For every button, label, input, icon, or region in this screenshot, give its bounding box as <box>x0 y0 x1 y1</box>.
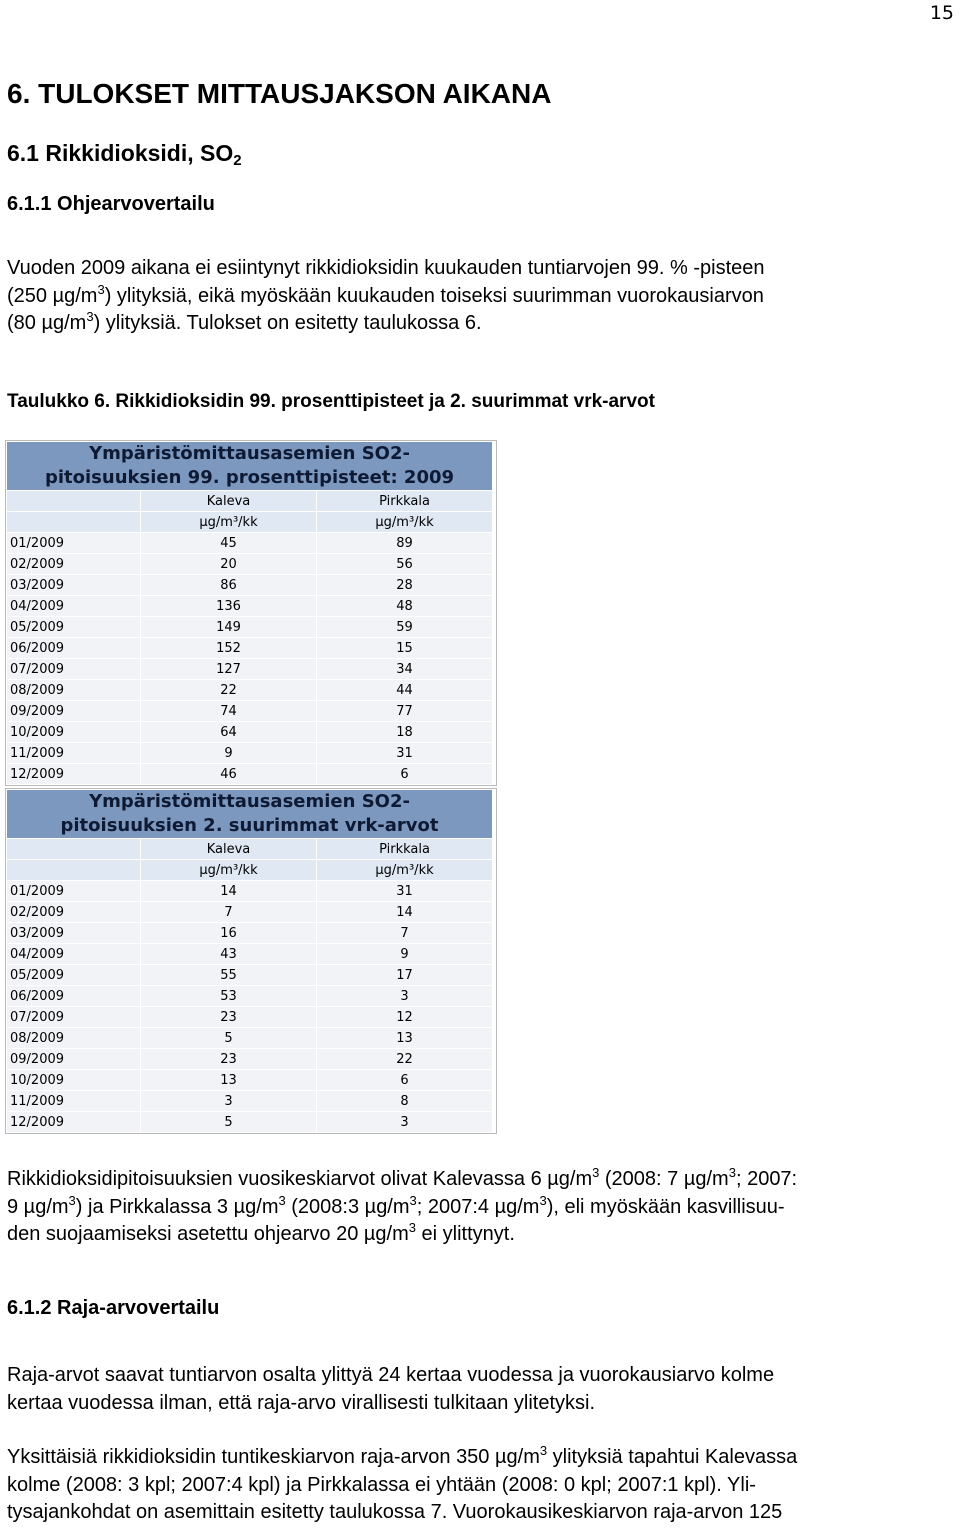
section-heading-subscript: 2 <box>233 152 242 169</box>
kaleva-value-cell: 127 <box>141 659 317 680</box>
subsection-heading: 6.1.1 Ohjearvovertailu <box>7 193 215 215</box>
table-row <box>7 722 493 743</box>
subsection-heading-limits: 6.1.2 Raja-arvovertailu <box>7 1297 220 1319</box>
month-cell: 03/2009 <box>7 923 141 944</box>
text: (2008: 7 µg/m <box>599 1168 729 1190</box>
kaleva-value-cell: 16 <box>141 923 317 944</box>
kaleva-value-cell: 7 <box>141 902 317 923</box>
superscript: 3 <box>539 1192 547 1208</box>
kaleva-value-cell: 74 <box>141 701 317 722</box>
kaleva-value-cell: 14 <box>141 881 317 902</box>
pirkkala-value-cell: 3 <box>317 986 493 1007</box>
table-body <box>7 533 493 785</box>
month-cell: 12/2009 <box>7 1112 141 1133</box>
month-cell: 11/2009 <box>7 743 141 764</box>
line <box>7 1444 955 1472</box>
table-daily-max-frame <box>5 788 497 1134</box>
pirkkala-value-cell: 59 <box>317 617 493 638</box>
pirkkala-value-cell: 56 <box>317 554 493 575</box>
table-row <box>7 881 493 902</box>
line <box>7 1194 955 1222</box>
table-title <box>7 442 493 491</box>
kaleva-value-cell: 5 <box>141 1112 317 1133</box>
line: Raja-arvot saavat tuntiarvon osalta ylittyä 24 kertaa vuodessa ja vuorokausiarvo kolme <box>7 1364 775 1386</box>
table-title <box>7 790 493 839</box>
paragraph-exceedances <box>7 1444 955 1527</box>
pirkkala-value-cell: 44 <box>317 680 493 701</box>
pirkkala-value-cell: 89 <box>317 533 493 554</box>
table-row <box>7 1091 493 1112</box>
pirkkala-value-cell: 7 <box>317 923 493 944</box>
month-cell: 10/2009 <box>7 1070 141 1091</box>
pirkkala-value-cell: 31 <box>317 743 493 764</box>
header-cell-empty <box>7 839 141 860</box>
table-row <box>7 986 493 1007</box>
month-cell: 01/2009 <box>7 533 141 554</box>
pirkkala-value-cell: 8 <box>317 1091 493 1112</box>
table-row <box>7 617 493 638</box>
pirkkala-value-cell: 14 <box>317 902 493 923</box>
column-header-kaleva: Kaleva <box>141 491 317 512</box>
section-heading-text: 6.1 Rikkidioksidi, SO <box>7 140 234 166</box>
text: 9 µg/m <box>7 1195 69 1218</box>
text: ) ylityksiä, eikä myöskään kuukauden toiseksi suurimman vuorokausiarvon <box>104 284 764 307</box>
pirkkala-value-cell: 77 <box>317 701 493 722</box>
section-heading <box>7 140 242 169</box>
pirkkala-value-cell: 9 <box>317 944 493 965</box>
text: ), eli myöskään kasvillisuu- <box>546 1195 785 1218</box>
month-cell: 07/2009 <box>7 659 141 680</box>
month-cell: 06/2009 <box>7 986 141 1007</box>
unit-header: µg/m³/kk <box>141 512 317 533</box>
pirkkala-value-cell: 28 <box>317 575 493 596</box>
table-row <box>7 1028 493 1049</box>
month-cell: 04/2009 <box>7 596 141 617</box>
table-row <box>7 965 493 986</box>
kaleva-value-cell: 43 <box>141 944 317 965</box>
line <box>7 310 955 338</box>
superscript: 3 <box>86 309 94 324</box>
table-row <box>7 1070 493 1091</box>
pirkkala-value-cell: 3 <box>317 1112 493 1133</box>
month-cell: 07/2009 <box>7 1007 141 1028</box>
table-row <box>7 764 493 785</box>
line: kertaa vuodessa ilman, että raja-arvo virallisesti tulkitaan ylitetyksi. <box>7 1391 596 1414</box>
pirkkala-value-cell: 31 <box>317 881 493 902</box>
pirkkala-value-cell: 6 <box>317 764 493 785</box>
header-cell-empty <box>7 860 141 881</box>
table-row <box>7 1049 493 1070</box>
line <box>7 1166 955 1194</box>
month-cell: 08/2009 <box>7 680 141 701</box>
superscript: 3 <box>728 1165 736 1180</box>
text: den suojaamiseksi asetettu ohjearvo 20 µg/m <box>7 1223 409 1245</box>
kaleva-value-cell: 23 <box>141 1049 317 1070</box>
superscript: 3 <box>539 1443 548 1458</box>
kaleva-value-cell: 46 <box>141 764 317 785</box>
line <box>7 1221 955 1249</box>
table-row <box>7 743 493 764</box>
line <box>7 283 955 311</box>
table-row <box>7 902 493 923</box>
page-number: 15 <box>929 2 954 24</box>
kaleva-value-cell: 152 <box>141 638 317 659</box>
kaleva-value-cell: 53 <box>141 986 317 1007</box>
kaleva-value-cell: 22 <box>141 680 317 701</box>
month-cell: 11/2009 <box>7 1091 141 1112</box>
table-daily-max <box>6 789 493 1133</box>
text: (250 µg/m <box>7 284 98 307</box>
month-cell: 01/2009 <box>7 881 141 902</box>
table-body <box>7 881 493 1133</box>
title-line: Ympäristömittausasemien SO2- <box>89 791 410 812</box>
title-line: pitoisuuksien 2. suurimmat vrk-arvot <box>60 815 439 836</box>
pirkkala-value-cell: 15 <box>317 638 493 659</box>
header-cell-empty <box>7 512 141 533</box>
kaleva-value-cell: 45 <box>141 533 317 554</box>
text: Yksittäisiä rikkidioksidin tuntikeskiarvon raja-arvon 350 µg/m <box>7 1446 540 1468</box>
table-row <box>7 659 493 680</box>
header-cell-empty <box>7 491 141 512</box>
kaleva-value-cell: 13 <box>141 1070 317 1091</box>
kaleva-value-cell: 23 <box>141 1007 317 1028</box>
column-header-pirkkala: Pirkkala <box>317 491 493 512</box>
pirkkala-value-cell: 12 <box>317 1007 493 1028</box>
month-cell: 06/2009 <box>7 638 141 659</box>
column-header-pirkkala: Pirkkala <box>317 839 493 860</box>
unit-header: µg/m³/kk <box>317 860 493 881</box>
pirkkala-value-cell: 22 <box>317 1049 493 1070</box>
text: Rikkidioksidipitoisuuksien vuosikeskiarvot olivat Kalevassa 6 µg/m <box>7 1168 593 1190</box>
kaleva-value-cell: 9 <box>141 743 317 764</box>
month-cell: 08/2009 <box>7 1028 141 1049</box>
superscript: 3 <box>97 281 105 297</box>
text: ei ylittynyt. <box>415 1223 515 1245</box>
month-cell: 05/2009 <box>7 965 141 986</box>
table-row <box>7 1007 493 1028</box>
month-cell: 12/2009 <box>7 764 141 785</box>
pirkkala-value-cell: 18 <box>317 722 493 743</box>
paragraph-guideline-intro <box>7 255 955 338</box>
kaleva-value-cell: 20 <box>141 554 317 575</box>
table-row <box>7 596 493 617</box>
line: kolme (2008: 3 kpl; 2007:4 kpl) ja Pirkkalassa ei yhtään (2008: 0 kpl; 2007:1 kpl). Yli- <box>7 1473 756 1496</box>
pirkkala-value-cell: 13 <box>317 1028 493 1049</box>
table-row <box>7 680 493 701</box>
table-row <box>7 575 493 596</box>
superscript: 3 <box>278 1192 286 1208</box>
paragraph-limit-rules <box>7 1362 955 1417</box>
table-row <box>7 638 493 659</box>
kaleva-value-cell: 64 <box>141 722 317 743</box>
month-cell: 05/2009 <box>7 617 141 638</box>
month-cell: 09/2009 <box>7 701 141 722</box>
text: ; 2007: <box>735 1168 798 1190</box>
chapter-heading: 6. TULOKSET MITTAUSJAKSON AIKANA <box>7 78 552 109</box>
superscript: 3 <box>592 1165 600 1180</box>
kaleva-value-cell: 55 <box>141 965 317 986</box>
text: ylityksiä tapahtui Kalevassa <box>547 1446 798 1468</box>
kaleva-value-cell: 136 <box>141 596 317 617</box>
text: ) ylityksiä. Tulokset on esitetty taulukossa 6. <box>93 312 482 334</box>
unit-header: µg/m³/kk <box>317 512 493 533</box>
unit-header: µg/m³/kk <box>141 860 317 881</box>
table-row <box>7 701 493 722</box>
table-row <box>7 1112 493 1133</box>
pirkkala-value-cell: 48 <box>317 596 493 617</box>
table-row <box>7 944 493 965</box>
month-cell: 03/2009 <box>7 575 141 596</box>
text: (80 µg/m <box>7 312 87 334</box>
title-line: Ympäristömittausasemien SO2- <box>89 443 410 464</box>
table-percentiles-frame <box>5 440 497 786</box>
pirkkala-value-cell: 34 <box>317 659 493 680</box>
month-cell: 02/2009 <box>7 554 141 575</box>
title-line: pitoisuuksien 99. prosenttipisteet: 2009 <box>44 467 455 488</box>
superscript: 3 <box>68 1192 76 1208</box>
month-cell: 04/2009 <box>7 944 141 965</box>
superscript: 3 <box>408 1220 416 1235</box>
table-percentiles <box>6 441 493 785</box>
table-caption: Taulukko 6. Rikkidioksidin 99. prosenttipisteet ja 2. suurimmat vrk-arvot <box>7 391 655 412</box>
kaleva-value-cell: 86 <box>141 575 317 596</box>
kaleva-value-cell: 5 <box>141 1028 317 1049</box>
line: tysajankohdat on asemittain esitetty taulukossa 7. Vuorokausikeskiarvon raja-arvon 125 <box>7 1501 783 1523</box>
table-row <box>7 533 493 554</box>
table-row <box>7 554 493 575</box>
text: ) ja Pirkkalassa 3 µg/m <box>75 1195 279 1218</box>
month-cell: 09/2009 <box>7 1049 141 1070</box>
month-cell: 10/2009 <box>7 722 141 743</box>
text: ; 2007:4 µg/m <box>416 1195 540 1218</box>
month-cell: 02/2009 <box>7 902 141 923</box>
line: Vuoden 2009 aikana ei esiintynyt rikkidioksidin kuukauden tuntiarvojen 99. % -pisteen <box>7 257 765 279</box>
paragraph-annual-means <box>7 1166 955 1249</box>
text: (2008:3 µg/m <box>285 1195 410 1218</box>
pirkkala-value-cell: 17 <box>317 965 493 986</box>
kaleva-value-cell: 149 <box>141 617 317 638</box>
table-row <box>7 923 493 944</box>
kaleva-value-cell: 3 <box>141 1091 317 1112</box>
superscript: 3 <box>409 1192 417 1208</box>
column-header-kaleva: Kaleva <box>141 839 317 860</box>
pirkkala-value-cell: 6 <box>317 1070 493 1091</box>
